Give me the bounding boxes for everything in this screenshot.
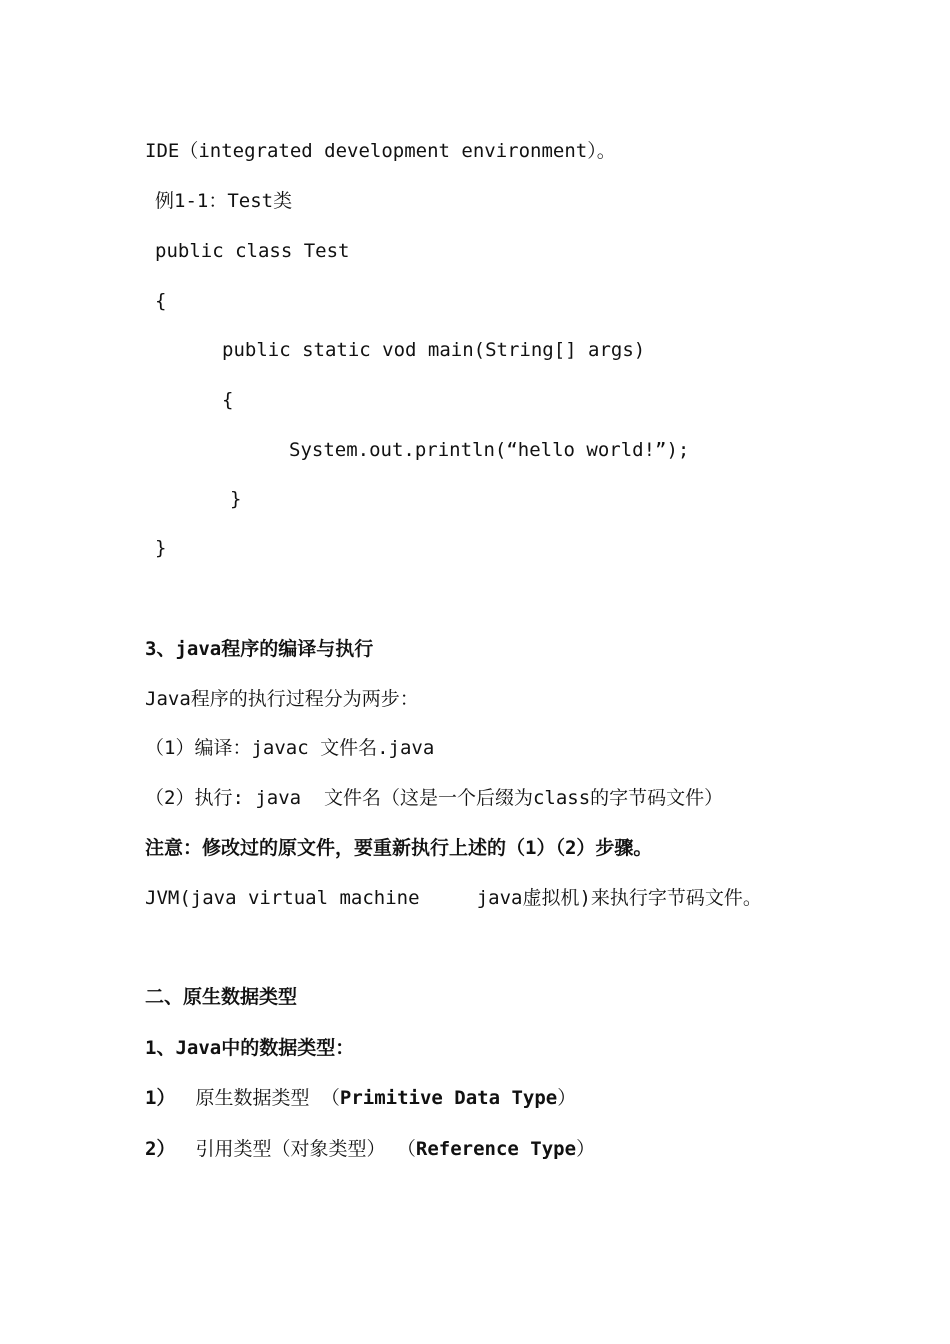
list-close: ） [576, 1138, 596, 1160]
list-english: Primitive Data Type [339, 1087, 558, 1109]
list-number: 2） [145, 1138, 176, 1160]
jvm-line: JVM(java virtual machine java虚拟机)来执行字节码文件。 [145, 887, 762, 909]
ide-line: IDE（integrated development environment）。 [145, 140, 616, 162]
list-close: ） [557, 1087, 577, 1109]
subsection-heading: 1、Java中的数据类型： [145, 1037, 355, 1059]
list-label: 引用类型（对象类型） （ [195, 1138, 416, 1160]
paragraph: Java程序的执行过程分为两步： [145, 688, 419, 710]
example-title: 例1-1：Test类 [155, 190, 293, 212]
step-compile: （1）编译：javac 文件名.java [145, 737, 435, 759]
note: 注意：修改过的原文件，要重新执行上述的（1）（2）步骤。 [145, 837, 653, 859]
list-number: 1） [145, 1087, 176, 1109]
step-execute: （2）执行: java 文件名（这是一个后缀为class的字节码文件） [145, 787, 724, 809]
code-line: { [222, 389, 234, 411]
list-item [145, 1136, 595, 1162]
code-line: public static vod main(String[] args) [222, 339, 646, 361]
code-line: System.out.println(“hello world!”); [289, 439, 690, 461]
code-line: public class Test [155, 240, 350, 262]
code-line: { [155, 290, 167, 312]
list-label: 原生数据类型 （ [195, 1087, 340, 1109]
chapter-heading: 二、原生数据类型 [145, 986, 298, 1008]
section-heading: 3、java程序的编译与执行 [145, 638, 374, 660]
list-english: Reference Type [415, 1138, 577, 1160]
list-item [145, 1085, 576, 1111]
code-line: } [155, 537, 167, 559]
code-line: } [230, 488, 242, 510]
